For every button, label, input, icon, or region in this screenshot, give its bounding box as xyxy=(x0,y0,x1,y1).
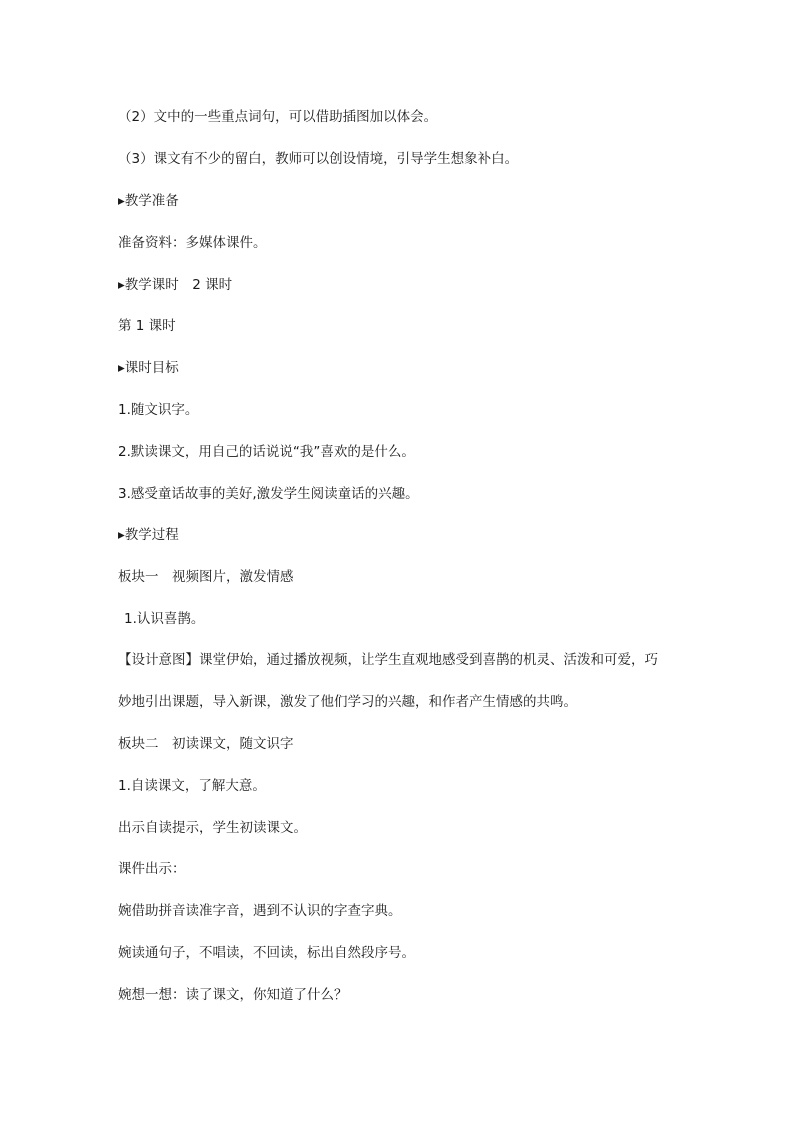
section-heading-periods: ▸教学课时 2 课时 xyxy=(118,277,233,293)
prompt-item-3: 婉想一想：读了课文，你知道了什么？ xyxy=(118,987,348,1003)
design-intent-line-1: 【设计意图】课堂伊始，通过播放视频，让学生直观地感受到喜鹊的机灵、活泼和可爱，巧 xyxy=(118,652,658,668)
block-one-step-1: 1.认识喜鹊。 xyxy=(124,611,205,627)
courseware-label: 课件出示： xyxy=(118,861,186,877)
note-line-3: （3）课文有不少的留白，教师可以创设情境，引导学生想象补白。 xyxy=(118,151,519,167)
objective-item-1: 1.随文识字。 xyxy=(118,402,199,418)
objective-item-3: 3.感受童话故事的美好,激发学生阅读童话的兴趣。 xyxy=(118,486,419,502)
block-two-step-1: 1.自读课文，了解大意。 xyxy=(118,778,266,794)
design-intent-line-2: 妙地引出课题，导入新课，激发了他们学习的兴趣，和作者产生情感的共鸣。 xyxy=(118,694,577,710)
prompt-item-1: 婉借助拼音读准字音，遇到不认识的字查字典。 xyxy=(118,903,402,919)
block-two-title: 板块二 初读课文，随文识字 xyxy=(118,736,294,752)
period-title: 第 1 课时 xyxy=(118,318,176,334)
section-heading-process: ▸教学过程 xyxy=(118,527,179,543)
section-heading-objectives: ▸课时目标 xyxy=(118,360,179,376)
objective-item-2: 2.默读课文，用自己的话说说“我”喜欢的是什么。 xyxy=(118,444,415,460)
note-line-2: （2）文中的一些重点词句，可以借助插图加以体会。 xyxy=(118,109,438,125)
section-heading-preparation: ▸教学准备 xyxy=(118,193,179,209)
prompt-item-2: 婉读通句子，不唱读，不回读，标出自然段序号。 xyxy=(118,945,415,961)
instruction-text: 出示自读提示，学生初读课文。 xyxy=(118,820,307,836)
block-one-title: 板块一 视频图片，激发情感 xyxy=(118,569,294,585)
preparation-text: 准备资料：多媒体课件。 xyxy=(118,235,267,251)
